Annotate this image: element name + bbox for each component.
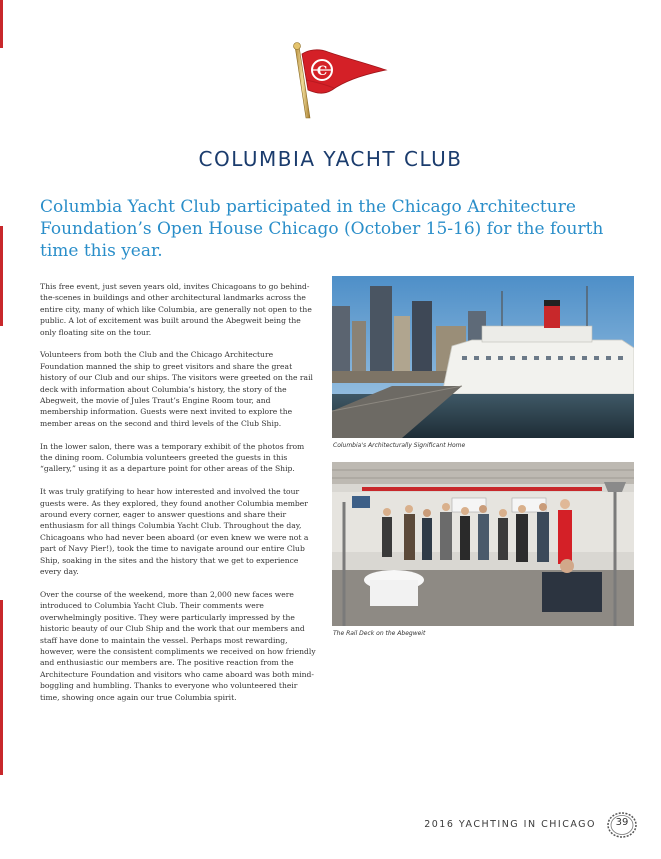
- page-number-badge: [607, 812, 637, 838]
- page-number: 39: [615, 817, 629, 828]
- page-edge-bar: [0, 226, 3, 326]
- photo-caption: The Rail Deck on the Abegweit: [333, 630, 426, 637]
- rail-deck-photo: [332, 462, 634, 626]
- publication-footer: 2016 YACHTING IN CHICAGO: [424, 819, 596, 830]
- svg-text:C: C: [316, 64, 328, 79]
- page-edge-bar: [0, 600, 3, 775]
- club-burgee-logo: [282, 40, 392, 120]
- page-edge-bar: [0, 0, 3, 48]
- article-body: [40, 281, 318, 714]
- club-ship-photo: [332, 276, 634, 438]
- article-paragraph: It was truly gratifying to hear how interested and involved the tour guests were. As they explored, they found another Columbia member around every corner, eager to answer questions and share their enthusiasm for all things Columbia Yacht Club. Throughout the day, Chicagoans who had never been aboard (or even knew we were not a part of Navy Pier!), took the time to navigate around our entire Club Ship, soaking in the sites and the history that we get to experience every day.: [40, 487, 309, 577]
- photo-caption: Columbia's Architecturally Significant Home: [333, 442, 466, 449]
- article-paragraph: Over the course of the weekend, more than 2,000 new faces were introduced to Columbia Yacht Club. Their comments were overwhelmingly positive. They were particularly impressed by the historic beauty of our Club Ship and the work that our members and staff have done to maintain the vessel. Perhaps most rewarding, however, were the consistent compliments we received on how friendly and enthusiastic our members are. The positive reaction from the Architecture Foundation and visitors who came aboard was both mind-boggling and humbling. Thanks to everyone who volunteered their time, showing once again our true Columbia spirit.: [40, 589, 316, 702]
- article-paragraph: Volunteers from both the Club and the Chicago Architecture Foundation manned the ship to greet visitors and share the great history of our Club and our ships. The visitors were greeted on the rail deck with information about Columbia’s history, the story of the Abegweit, the movie of Jules Traut’s Engine Room tour, and membership information. Guests were next invited to explore the member areas on the second and third levels of the Club Ship.: [40, 350, 313, 428]
- page-title: COLUMBIA YACHT CLUB: [198, 147, 463, 171]
- lead-paragraph: Columbia Yacht Club participated in the Chicago Architecture Foundation’s Open House Chicago (October 15-16) for the fourth time this year.: [40, 197, 604, 261]
- article-paragraph: This free event, just seven years old, invites Chicagoans to go behind-the-scenes in buildings and other architectural landmarks across the entire city, many of which like Columbia, are generally not open to the public. A lot of excitement was built around the Abegweit being the only floating site on the tour.: [40, 282, 312, 337]
- article-paragraph: In the lower salon, there was a temporary exhibit of the photos from the dining room. Columbia volunteers greeted the guests in this “gallery,” using it as a departure point for other areas of the Ship.: [40, 441, 305, 474]
